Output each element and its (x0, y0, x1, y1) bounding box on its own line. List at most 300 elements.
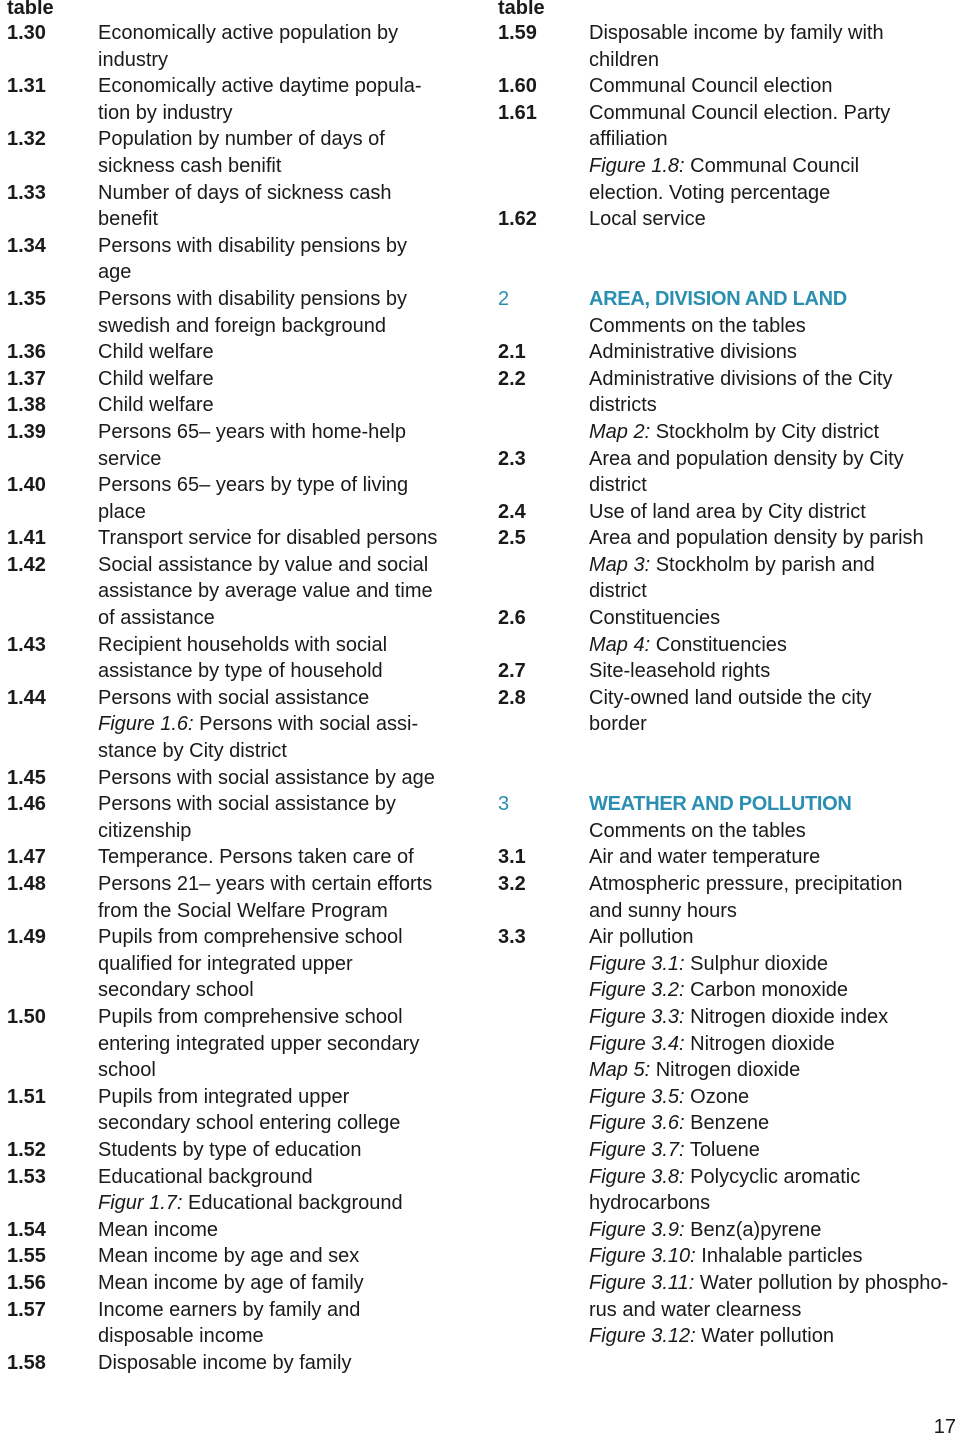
table-entry (7, 1350, 477, 1377)
entry-title (98, 685, 477, 712)
entry-text: Water pollution (701, 1325, 834, 1348)
table-entry (7, 871, 477, 924)
entry-number: 1.38 (7, 394, 46, 417)
entry-line (589, 924, 960, 951)
entry-text: Child welfare (98, 341, 214, 364)
entry-line (98, 685, 477, 712)
entry-text: Persons with disability pensions by (98, 234, 408, 257)
entry-number: 2.3 (498, 447, 526, 470)
entry-text: assistance by average value and time (98, 580, 433, 603)
page-number: 17 (933, 1416, 956, 1438)
entry-title (589, 525, 960, 552)
entry-line (98, 366, 477, 393)
entry-title (98, 844, 477, 871)
entry-text: Persons 21– years with certain efforts (98, 873, 433, 895)
entry-text: Stockholm by parish and (655, 553, 875, 576)
entry-line (589, 658, 960, 685)
left-column (7, 0, 477, 1376)
entry-number: 1.62 (498, 208, 537, 231)
entry-line (98, 20, 477, 47)
entry-title (589, 924, 960, 951)
entry-line (98, 525, 477, 552)
entry-number: 1.44 (7, 686, 46, 709)
entry-text: Local service (589, 208, 706, 231)
entry-text: Comments on the tables (589, 314, 806, 337)
table-entry (7, 73, 477, 126)
entry-line (98, 472, 477, 499)
entry-line (589, 313, 960, 340)
entry-title (589, 366, 960, 419)
table-entry (498, 658, 960, 685)
entry-line (98, 552, 477, 579)
table-entry (7, 1004, 477, 1084)
entry-line (98, 1243, 477, 1270)
table-entry (7, 366, 477, 393)
entry-text: Persons with social assistance (98, 686, 370, 709)
entry-number: 2.7 (498, 660, 526, 683)
figure-entry (498, 419, 960, 446)
entry-text: tion by industry (98, 101, 233, 124)
entry-title (98, 1190, 477, 1217)
entry-title (98, 339, 477, 366)
figure-entry (498, 1217, 960, 1244)
entry-line (98, 711, 477, 738)
entry-line (589, 1057, 960, 1084)
entry-text: Income earners by family and (98, 1298, 361, 1321)
entry-title (98, 552, 477, 632)
entry-text: Temperance. Persons taken care of (98, 846, 414, 869)
entry-line (98, 1350, 477, 1377)
entry-number (498, 1031, 589, 1058)
entry-line (589, 1031, 960, 1058)
entry-title (589, 632, 960, 659)
entry-text: Students by type of education (98, 1138, 362, 1161)
entry-text: Polycyclic aromatic (690, 1165, 861, 1188)
entry-line (589, 206, 960, 233)
table-entry (498, 499, 960, 526)
entry-number: 1.54 (7, 1218, 46, 1241)
table-entry (7, 685, 477, 712)
entry-line (589, 1323, 960, 1350)
entry-text: Area and population density by parish (589, 527, 924, 550)
entry-line (589, 153, 960, 180)
table-entry (498, 339, 960, 366)
entry-number: 1.59 (498, 22, 537, 44)
entry-number (498, 1323, 589, 1350)
entry-line (98, 446, 477, 473)
table-entry (7, 126, 477, 179)
entry-number (498, 1137, 589, 1164)
figure-label: Figure 3.10: (589, 1245, 696, 1268)
entry-number (498, 419, 589, 446)
entry-text: Nitrogen dioxide index (690, 1005, 889, 1028)
table-entry (7, 1270, 477, 1297)
figure-label: Figure 3.7: (589, 1138, 685, 1161)
entry-title (589, 605, 960, 632)
entry-text: Nitrogen dioxide (690, 1032, 835, 1055)
entry-line (589, 286, 960, 313)
entry-text: Mean income (98, 1218, 219, 1241)
entry-line (589, 818, 960, 845)
entry-text: Constituencies (655, 633, 787, 656)
left-column-header: table (7, 0, 54, 19)
entry-text: disposable income (98, 1325, 264, 1348)
entry-number: 1.61 (498, 101, 537, 124)
entry-line (589, 1270, 960, 1297)
section-spacer (498, 233, 960, 286)
entry-number (498, 1270, 589, 1323)
entry-line (98, 180, 477, 207)
entry-text: Recipient households with social (98, 633, 388, 656)
entry-line (98, 658, 477, 685)
entry-number: 1.40 (7, 474, 46, 497)
entry-text: Number of days of sickness cash (98, 181, 392, 204)
entry-number (498, 818, 589, 845)
entry-title (98, 1270, 477, 1297)
entry-line (589, 525, 960, 552)
entry-title (98, 924, 477, 1004)
figure-entry (498, 1057, 960, 1084)
table-entry (498, 20, 960, 73)
entry-text: districts (589, 394, 657, 417)
entry-title (98, 472, 477, 525)
entry-line (98, 126, 477, 153)
entry-text: Educational background (188, 1192, 403, 1215)
figure-entry (498, 632, 960, 659)
entry-line (589, 791, 960, 818)
entry-text: hydrocarbons (589, 1192, 711, 1215)
table-entry (7, 233, 477, 286)
right-column (498, 0, 960, 1350)
entry-number: 2.8 (498, 686, 526, 709)
entry-number (7, 711, 98, 764)
entry-number: 1.50 (7, 1005, 46, 1028)
figure-entry (498, 1004, 960, 1031)
entry-text: Constituencies (589, 607, 721, 630)
entry-number: 1.33 (7, 181, 46, 204)
entry-text: Air pollution (589, 926, 694, 949)
entry-text: Atmospheric pressure, precipitation (589, 873, 903, 895)
entry-title (98, 366, 477, 393)
entry-line (98, 100, 477, 127)
entry-text: age (98, 261, 132, 284)
entry-number: 3.1 (498, 846, 526, 869)
entry-title (98, 1297, 477, 1350)
entry-title (589, 313, 960, 340)
entry-line (589, 47, 960, 74)
entry-line (589, 605, 960, 632)
entry-text: Air and water temperature (589, 846, 821, 869)
entry-title (589, 1004, 960, 1031)
entry-title (98, 1350, 477, 1377)
entry-text: Site-leasehold rights (589, 660, 771, 683)
entry-number: 2.1 (498, 341, 526, 364)
entry-line (98, 791, 477, 818)
entry-number: 1.56 (7, 1271, 46, 1294)
entry-title (98, 791, 477, 844)
entry-text: Persons with social assi- (199, 713, 419, 736)
figure-label: Figure 3.2: (589, 979, 685, 1002)
entry-text: benefit (98, 208, 159, 231)
figure-entry (7, 711, 477, 764)
entry-line (589, 73, 960, 100)
entry-text: Mean income by age and sex (98, 1245, 360, 1268)
entry-text: Administrative divisions (589, 341, 797, 364)
entry-number (498, 1217, 589, 1244)
entry-line (98, 499, 477, 526)
entry-line (589, 366, 960, 393)
entry-title (589, 658, 960, 685)
entry-line (589, 1164, 960, 1191)
entry-text: border (589, 713, 647, 736)
entry-title (98, 126, 477, 179)
table-entry (7, 1217, 477, 1244)
entry-line (98, 313, 477, 340)
entry-number: 1.42 (7, 553, 46, 576)
entry-line (98, 1270, 477, 1297)
entry-title (589, 871, 960, 924)
entry-title (98, 632, 477, 685)
entry-text: Pupils from comprehensive school (98, 926, 403, 949)
entry-line (98, 1164, 477, 1191)
entry-title (98, 871, 477, 924)
table-entry (498, 73, 960, 100)
entry-title (589, 499, 960, 526)
table-entry (498, 844, 960, 871)
figure-label: Figure 3.3: (589, 1005, 685, 1028)
entry-title (98, 1084, 477, 1137)
entry-title (589, 206, 960, 233)
figure-label: Figure 3.9: (589, 1218, 685, 1241)
figure-label: Map 5: (589, 1059, 651, 1082)
entry-number (498, 1164, 589, 1217)
entry-title (98, 73, 477, 126)
entry-title (589, 844, 960, 871)
entry-line (589, 20, 960, 47)
entry-text: Child welfare (98, 394, 214, 417)
entry-text: district (589, 580, 647, 603)
table-entry (7, 1164, 477, 1191)
table-entry (7, 844, 477, 871)
entry-line (98, 339, 477, 366)
entry-number (498, 977, 589, 1004)
entry-line (98, 1323, 477, 1350)
table-entry (7, 1084, 477, 1137)
entry-text: WEATHER AND POLLUTION (589, 793, 852, 816)
entry-line (98, 951, 477, 978)
table-entry (498, 818, 960, 845)
entry-number: 1.30 (7, 22, 46, 44)
table-entry (7, 1297, 477, 1350)
entry-line (98, 1110, 477, 1137)
entry-text: from the Social Welfare Program (98, 899, 388, 922)
entry-line (589, 844, 960, 871)
figure-label: Map 4: (589, 633, 651, 656)
entry-text: Ozone (690, 1085, 750, 1108)
entry-title (98, 233, 477, 286)
entry-line (589, 419, 960, 446)
entry-line (98, 871, 477, 898)
table-entry (7, 286, 477, 339)
entry-line (589, 871, 960, 898)
table-entry (498, 366, 960, 419)
entry-number: 1.60 (498, 75, 537, 98)
entry-line (98, 206, 477, 233)
entry-line (98, 1004, 477, 1031)
figure-entry (498, 1270, 960, 1323)
table-entry (498, 685, 960, 738)
entry-text: secondary school (98, 979, 254, 1002)
entry-number: 2.6 (498, 607, 526, 630)
entry-text: Disposable income by family (98, 1351, 352, 1374)
entry-text: Educational background (98, 1165, 313, 1188)
entry-text: City-owned land outside the city (589, 686, 872, 709)
entry-number (498, 1110, 589, 1137)
entry-line (589, 180, 960, 207)
entry-line (589, 898, 960, 925)
right-column-header: table (498, 0, 545, 19)
entry-text: school (98, 1059, 156, 1082)
figure-entry (498, 153, 960, 206)
figure-label: Figure 3.4: (589, 1032, 685, 1055)
entry-title (98, 1137, 477, 1164)
entry-text: swedish and foreign background (98, 314, 386, 337)
entry-text: assistance by type of household (98, 660, 383, 683)
entry-line (98, 1217, 477, 1244)
entry-text: sickness cash benifit (98, 154, 282, 177)
entry-title (589, 20, 960, 73)
entry-text: AREA, DIVISION AND LAND (589, 287, 847, 310)
entry-text: Transport service for disabled persons (98, 527, 438, 550)
section-heading (498, 286, 960, 313)
entry-text: Water pollution by phospho- (699, 1271, 949, 1294)
entry-text: Toluene (689, 1138, 760, 1161)
entry-line (98, 259, 477, 286)
entry-number (498, 632, 589, 659)
entry-number: 1.36 (7, 341, 46, 364)
entry-text: Social assistance by value and social (98, 553, 429, 576)
entry-title (589, 1323, 960, 1350)
entry-line (98, 1057, 477, 1084)
entry-text: Disposable income by family with (589, 22, 884, 44)
entry-title (589, 977, 960, 1004)
entry-line (98, 605, 477, 632)
entry-number (498, 1057, 589, 1084)
entry-number: 1.32 (7, 128, 46, 151)
entry-title (589, 446, 960, 499)
entry-text: entering integrated upper secondary (98, 1032, 420, 1055)
entry-number: 1.49 (7, 926, 46, 949)
entry-text: Persons 65– years by type of living (98, 474, 409, 497)
entry-text: Persons with disability pensions by (98, 287, 408, 310)
entry-text: service (98, 447, 162, 470)
entry-number: 1.34 (7, 234, 46, 257)
entry-line (98, 578, 477, 605)
table-entry (7, 392, 477, 419)
entry-line (589, 1243, 960, 1270)
entry-title (589, 685, 960, 738)
figure-label: Figure 3.1: (589, 952, 685, 975)
entry-line (98, 392, 477, 419)
entry-number: 1.41 (7, 527, 46, 550)
entry-text: Stockholm by City district (655, 420, 880, 443)
entry-line (98, 419, 477, 446)
entry-title (589, 100, 960, 153)
figure-entry (498, 1084, 960, 1111)
figure-label: Figure 1.6: (98, 713, 194, 736)
table-entry (498, 313, 960, 340)
entry-line (589, 977, 960, 1004)
entry-line (98, 844, 477, 871)
entry-line (589, 552, 960, 579)
entry-line (98, 632, 477, 659)
entry-line (98, 765, 477, 792)
figure-entry (498, 552, 960, 605)
entry-text: district (589, 474, 647, 497)
figure-entry (498, 1164, 960, 1217)
figure-entry (498, 1031, 960, 1058)
entry-text: stance by City district (98, 740, 287, 763)
entry-title (589, 1110, 960, 1137)
entry-number (7, 1190, 98, 1217)
entry-number: 3.3 (498, 926, 526, 949)
entry-text: Persons 65– years with home-help (98, 420, 406, 443)
entry-title (589, 1217, 960, 1244)
entry-title (589, 339, 960, 366)
entry-number (498, 153, 589, 206)
figure-label: Figure 1.8: (589, 154, 685, 177)
entry-number: 1.47 (7, 846, 46, 869)
entry-text: Area and population density by City (589, 447, 904, 470)
entry-number (498, 1004, 589, 1031)
entry-line (98, 977, 477, 1004)
section-number: 2 (498, 287, 509, 310)
entry-title (589, 818, 960, 845)
entry-text: rus and water clearness (589, 1298, 802, 1321)
entry-line (98, 153, 477, 180)
entry-text: affiliation (589, 128, 668, 151)
entry-number: 1.57 (7, 1298, 46, 1321)
entry-line (589, 472, 960, 499)
entry-title (98, 711, 477, 764)
entry-text: Communal Council election. Party (589, 101, 891, 124)
entry-text: Carbon monoxide (690, 979, 849, 1002)
figure-label: Figure 3.8: (589, 1165, 685, 1188)
table-entry (498, 206, 960, 233)
table-entry (498, 871, 960, 924)
entry-line (98, 898, 477, 925)
figure-label: Map 2: (589, 420, 651, 443)
entry-number: 1.55 (7, 1245, 46, 1268)
entry-number: 1.39 (7, 420, 46, 443)
entry-line (589, 392, 960, 419)
entry-number (498, 1243, 589, 1270)
entry-text: Population by number of days of (98, 128, 385, 151)
figure-label: Figure 3.12: (589, 1325, 696, 1348)
entry-text: Administrative divisions of the City (589, 367, 893, 390)
entry-line (589, 711, 960, 738)
figure-entry (498, 977, 960, 1004)
entry-text: place (98, 500, 146, 523)
entry-text: Use of land area by City district (589, 500, 866, 523)
entry-title (589, 1137, 960, 1164)
entry-text: Economically active population by (98, 22, 399, 44)
entry-text: Persons with social assistance by age (98, 766, 435, 789)
entry-title (98, 419, 477, 472)
table-entry (7, 180, 477, 233)
entry-title (589, 552, 960, 605)
entry-number: 1.52 (7, 1138, 46, 1161)
